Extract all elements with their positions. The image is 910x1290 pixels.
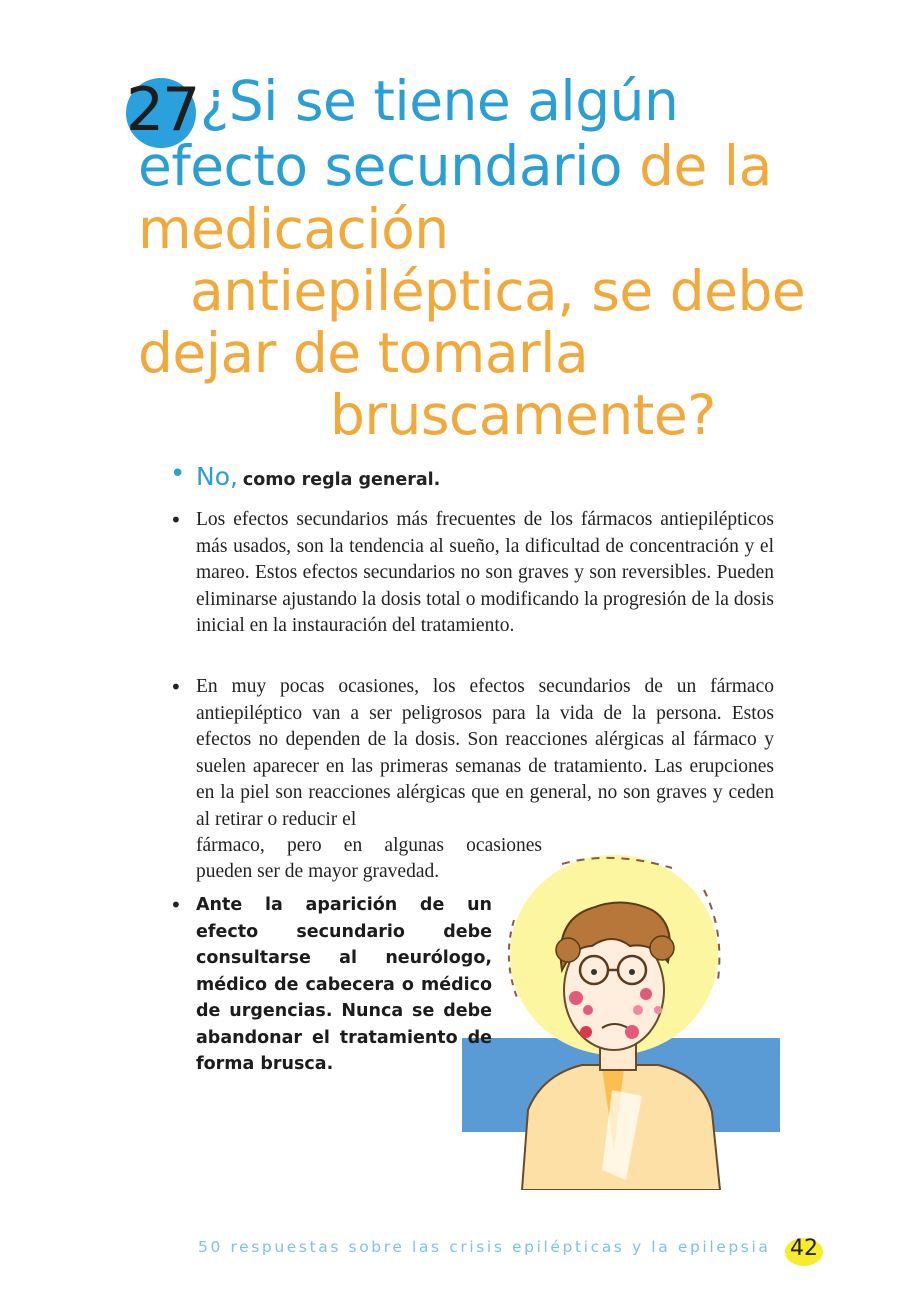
- title-segment: medicación: [138, 197, 449, 261]
- title-line-5: [138, 322, 588, 384]
- title-line-1: [200, 70, 678, 132]
- title-segment: antiepiléptica, se debe: [190, 259, 806, 323]
- title-segment: dejar de tomarla: [138, 321, 589, 385]
- paragraph-allergic-reactions: En muy pocas ocasiones, los efectos secundarios de un fármaco antiepiléptico van a ser peligrosos para la vida de la persona. Estos efectos no dependen de la dosis. Son reacciones alérgicas al fármaco y suelen aparecer en las primeras semanas de tratamiento. Las erupciones en la piel son reacciones alérgicas que en general, no son graves y ceden al retirar o reducir el: [196, 676, 774, 830]
- title-line-3: [138, 198, 449, 260]
- paragraph-allergic-reactions-line: pueden ser de mayor gravedad.: [196, 861, 440, 882]
- page-number: 42: [790, 1236, 818, 1261]
- question-number: 27: [126, 75, 199, 145]
- paragraph-consult-doctor: Ante la aparición de un efecto secundario debe consultarse al neurólogo, médico de cabecera o médico de urgencias. Nunca se debe abandonar el tratamiento de forma brusca.: [196, 895, 492, 1074]
- title-segment: de la: [622, 134, 772, 198]
- bullet-icon: •: [170, 893, 182, 917]
- rule-text: como regla general.: [242, 470, 441, 490]
- footer-text: 50 respuestas sobre las crisis epilépticas y la epilepsia: [198, 1238, 771, 1256]
- title-segment: bruscamente?: [330, 383, 716, 447]
- title-segment: efecto secundario: [138, 134, 623, 198]
- title-line-2: [138, 135, 772, 197]
- paragraph-allergic-reactions-line: fármaco, pero en algunas ocasiones: [196, 835, 542, 856]
- title-line-6: [330, 384, 716, 446]
- paragraph-side-effects: Los efectos secundarios más frecuentes de los fármacos antiepilépticos más usados, son la tendencia al sueño, la dificultad de concentración y el mareo. Estos efectos secundarios no son graves y son reversibles. Pueden eliminarse ajustando la dosis total o modificando la progresión de la dosis inicial en la instauración del tratamiento.: [196, 509, 774, 636]
- title-line-4: [190, 260, 805, 322]
- no-label: No,: [196, 462, 238, 491]
- bullet-icon: •: [170, 459, 186, 489]
- person-with-rash-illustration: [462, 850, 780, 1190]
- bullet-icon: •: [170, 675, 182, 699]
- title-segment: ¿Si se tiene algún: [200, 69, 679, 133]
- answer-summary: [196, 464, 440, 494]
- bullet-icon: •: [170, 508, 182, 532]
